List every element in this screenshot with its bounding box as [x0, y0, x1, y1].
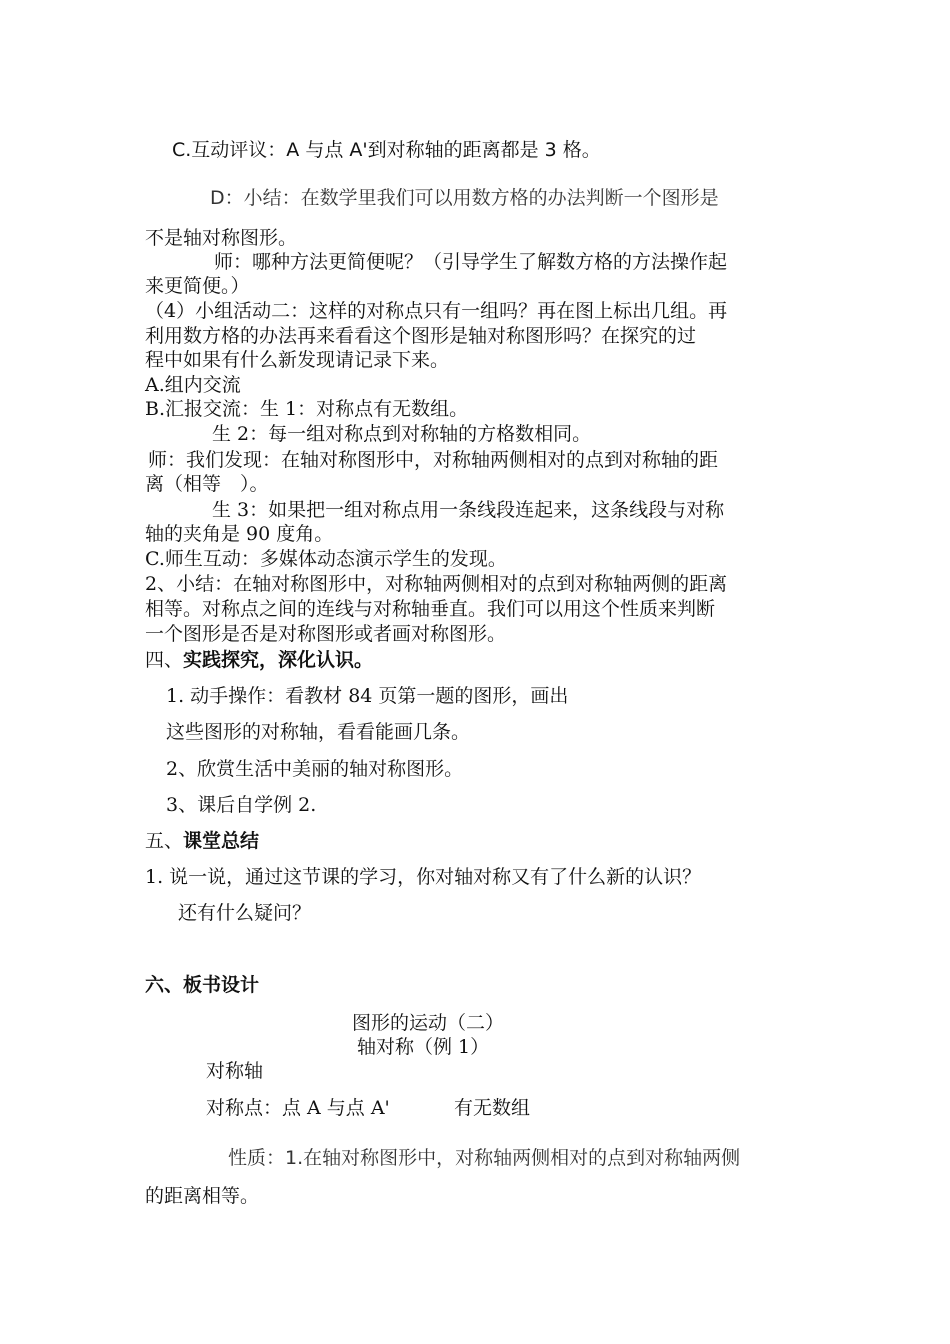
teacher-student-interaction: C.师生互动：多媒体动态演示学生的发现。: [145, 548, 507, 570]
summary-d-line-1: D：小结：在数学里我们可以用数方格的办法判断一个图形是: [210, 187, 719, 209]
activity2-line-2: 利用数方格的办法再来看看这个图形是轴对称图形吗？在探究的过: [145, 325, 697, 347]
teacher-finding-line-1: 师：我们发现：在轴对称图形中，对称轴两侧相对的点到对称轴的距: [148, 449, 719, 471]
board-points: 对称点：点 A 与点 A': [206, 1097, 390, 1119]
summary-item-1-line-1: 1. 说一说，通过这节课的学习，你对轴对称又有了什么新的认识？: [145, 866, 702, 888]
board-title-2: 轴对称（例 1）: [357, 1036, 490, 1058]
summary2-line-2: 相等。对称点之间的连线与对称轴垂直。我们可以用这个性质来判断: [145, 598, 716, 620]
board-title-1: 图形的运动（二）: [352, 1012, 505, 1034]
board-axis: 对称轴: [206, 1060, 264, 1082]
section4-heading-text: 实践探究，深化认识。: [183, 649, 374, 671]
student3-line-1: 生 3：如果把一组对称点用一条线段连起来，这条线段与对称: [212, 499, 725, 521]
section5-heading: [145, 829, 259, 853]
summary-item-1-line-2: 还有什么疑问？: [178, 902, 312, 924]
practice-item-1-line-2: 这些图形的对称轴，看看能画几条。: [166, 721, 471, 743]
activity2-line-3: 程中如果有什么新发现请记录下来。: [145, 349, 450, 371]
board-property-line-2: 的距离相等。: [145, 1185, 260, 1207]
section6-heading: 六、板书设计: [145, 974, 260, 996]
summary2-line-1: 2、小结：在轴对称图形中，对称轴两侧相对的点到对称轴两侧的距离: [145, 573, 728, 595]
section5-heading-number: 五、: [145, 830, 184, 852]
group-exchange: A.组内交流: [145, 374, 241, 396]
activity2-line-1: （4）小组活动二：这样的对称点只有一组吗？再在图上标出几组。再: [145, 300, 728, 322]
section5-heading-text: 课堂总结: [183, 830, 260, 852]
summary-d-line-2: 不是轴对称图形。: [145, 227, 298, 249]
board-property-line-1: 性质：1.在轴对称图形中，对称轴两侧相对的点到对称轴两侧: [228, 1147, 741, 1169]
student3-line-2: 轴的夹角是 90 度角。: [145, 523, 334, 545]
practice-item-3: 3、课后自学例 2.: [166, 794, 317, 816]
teacher-question-line-1: 师：哪种方法更简便呢？（引导学生了解数方格的方法操作起: [214, 251, 728, 273]
summary2-line-3: 一个图形是否是对称图形或者画对称图形。: [145, 623, 507, 645]
teacher-question-line-2: 来更简便。）: [145, 275, 250, 297]
practice-item-1-line-1: 1. 动手操作：看教材 84 页第一题的图形，画出: [166, 685, 569, 707]
practice-item-2: 2、欣赏生活中美丽的轴对称图形。: [166, 758, 464, 780]
board-infinite: 有无数组: [454, 1097, 531, 1119]
section4-heading-number: 四、: [145, 649, 184, 671]
section4-heading: [145, 648, 373, 672]
student2-answer: 生 2：每一组对称点到对称轴的方格数相同。: [212, 423, 592, 445]
interactive-comment: C.互动评议：A 与点 A'到对称轴的距离都是 3 格。: [172, 139, 601, 161]
teacher-finding-line-2: 离（相等 ）。: [145, 473, 269, 495]
report-exchange: B.汇报交流：生 1：对称点有无数组。: [145, 398, 469, 420]
